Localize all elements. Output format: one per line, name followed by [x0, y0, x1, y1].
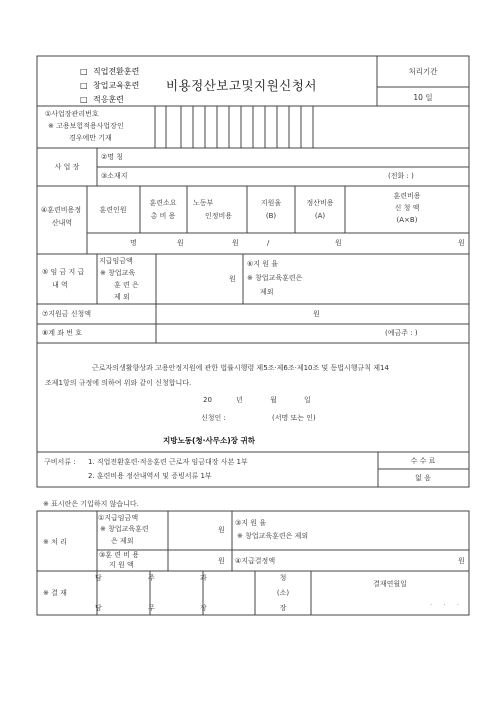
insurance-number-note-2: 경우에만 기재: [69, 134, 112, 142]
approval-chief-bottom: 장: [279, 604, 287, 612]
unit-won-2: 원: [232, 239, 239, 247]
processing-period-label: 처리기간: [408, 67, 438, 76]
attachments-label: 구비서류 :: [44, 458, 76, 466]
workplace-address-label: ③소재지: [101, 172, 128, 180]
unit-won-3: 원: [335, 239, 342, 247]
form-title: 비용정산보고및지원신청서: [166, 78, 317, 93]
col-trainees: 훈련인원: [99, 206, 127, 214]
unit-person: 명: [130, 239, 137, 247]
approval-manager-top: 과: [200, 574, 207, 582]
process-training-cost-unit: 원: [218, 557, 225, 565]
unit-slash: /: [267, 239, 270, 247]
declaration-text: 근로자의생활향상과 고용안정지원에 관한 법률시행령 제5조·제6조·제10조 및 동법시행규칙 제14: [92, 364, 389, 372]
col-required-cost-2: 총 비 용: [150, 212, 176, 220]
fee-label: 수 수 료: [410, 457, 436, 465]
date-year: 20: [203, 396, 212, 404]
applicant-label: 신청인 :: [201, 414, 226, 422]
col-application-amount-3: (A×B): [396, 216, 418, 224]
approval-section-label: ※ 결 재: [43, 589, 67, 597]
checkbox-job-transition[interactable]: □: [80, 67, 88, 76]
attachment-item-2: 2. 훈련비용 정산내역서 및 증빙서류 1부: [88, 472, 212, 480]
approval-staff-bottom: 당: [95, 604, 102, 612]
workplace-phone-label: (전화 : ): [388, 172, 414, 180]
checkbox-adaptation-training[interactable]: □: [80, 95, 88, 104]
process-wage-unit: 원: [218, 526, 225, 534]
training-cost-section-label-2: 산내역: [51, 219, 73, 227]
training-cost-section-label: ④훈련비용정: [41, 206, 82, 214]
fee-value: 없 음: [415, 474, 431, 482]
wage-section-label-2: 내 역: [52, 281, 68, 289]
process-final-amount-label: ④지급결정액: [235, 557, 276, 565]
process-final-amount-unit: 원: [458, 557, 465, 565]
office-use-note: ※ 표시란은 기입하지 않습니다.: [43, 500, 139, 508]
wage-paid-note-3: 제 외: [114, 293, 130, 301]
wage-support-rate-note: ※ 창업교육훈련은: [247, 274, 303, 282]
account-number-input[interactable]: [156, 324, 381, 343]
approval-date-label: 결재연월일: [373, 580, 407, 588]
workplace-section-label: 사 업 장: [54, 163, 80, 171]
processing-period-value: 10 일: [413, 93, 433, 102]
process-rate-label: ③지 원 율: [235, 519, 267, 527]
date-year-unit: 년: [236, 396, 243, 404]
wage-paid-note-2: 훈 련 은: [114, 281, 139, 289]
wage-support-rate-note-2: 제외: [260, 288, 274, 296]
wage-section-label: ⑤ 임 금 지 급: [42, 268, 85, 276]
support-amount-unit: 원: [313, 310, 320, 318]
account-number-label: ⑧계 좌 번 호: [42, 329, 82, 337]
approval-chief-top: 청: [279, 574, 287, 582]
workplace-name-label: ②명 칭: [101, 153, 124, 161]
col-application-amount-2: 신 청 액: [394, 204, 420, 212]
unit-won-4: 원: [458, 239, 465, 247]
date-day-unit: 일: [304, 396, 311, 404]
signature-label: (서명 또는 인): [272, 414, 316, 422]
checkbox-startup-training[interactable]: □: [80, 81, 88, 90]
process-wage-note-2: 은 제외: [111, 537, 134, 545]
approval-date-dots: . . .: [430, 599, 459, 607]
process-section-label: ※ 처 리: [43, 538, 67, 546]
col-required-cost: 훈련소요: [149, 199, 177, 207]
option-job-transition-label: 직업전환훈련: [93, 67, 140, 76]
insurance-number-note: ※ 고용보험적용사업장인: [48, 122, 124, 130]
col-settlement-cost: 정산비용: [306, 199, 334, 207]
process-training-cost-label-2: 지 원 액: [109, 561, 134, 569]
approval-chief-middle: (소): [276, 589, 290, 597]
option-adaptation-training-label: 적응훈련: [93, 95, 124, 104]
authority-label: 지방노동(청·사무소)장 귀하: [163, 436, 256, 445]
process-training-cost-label: ③훈 련 비 용: [99, 551, 139, 559]
process-wage-note: ※ 창업교육훈련: [100, 525, 149, 533]
insurance-number-label: ①사업장관리번호: [45, 110, 99, 118]
process-wage-label: ①지급임금액: [98, 514, 139, 522]
unit-won-1: 원: [177, 239, 184, 247]
attachment-item-1: 1. 직업전환훈련·적응훈련 근로자 임금대장 사본 1부: [88, 458, 248, 466]
workplace-address-input[interactable]: [150, 167, 380, 186]
col-labor-ministry: 노동부: [193, 199, 214, 207]
wage-support-rate-label: ⑥지 원 율: [247, 260, 279, 268]
wage-paid-label: 지급임금액: [99, 257, 133, 265]
approval-manager-bottom: 장: [200, 604, 207, 612]
date-month-unit: 월: [270, 396, 277, 404]
col-settlement-cost-2: (A): [314, 212, 326, 220]
approval-officer-bottom: 무: [148, 604, 155, 612]
process-rate-note: ※ 창업교육훈련은 제외: [237, 532, 309, 540]
col-support-rate: 지원율: [260, 199, 282, 207]
account-holder-label: (예금주 : ): [385, 329, 418, 337]
approval-staff-top: 담: [95, 574, 102, 582]
insurance-number-input[interactable]: [155, 106, 469, 148]
declaration-text-2: 조제1항의 규정에 의하여 위와 같이 신청합니다.: [45, 379, 192, 387]
support-amount-label: ⑦지원금 신청액: [42, 310, 92, 318]
col-application-amount: 훈련비용: [393, 192, 421, 200]
col-labor-ministry-2: 인정비용: [205, 212, 233, 220]
option-startup-training-label: 창업교육훈련: [93, 81, 140, 90]
wage-paid-note: ※ 창업교육: [100, 269, 136, 277]
wage-unit-won: 원: [229, 275, 236, 283]
workplace-name-input[interactable]: [150, 148, 469, 167]
approval-officer-top: 주: [148, 574, 155, 582]
col-support-rate-2: (B): [265, 212, 277, 220]
